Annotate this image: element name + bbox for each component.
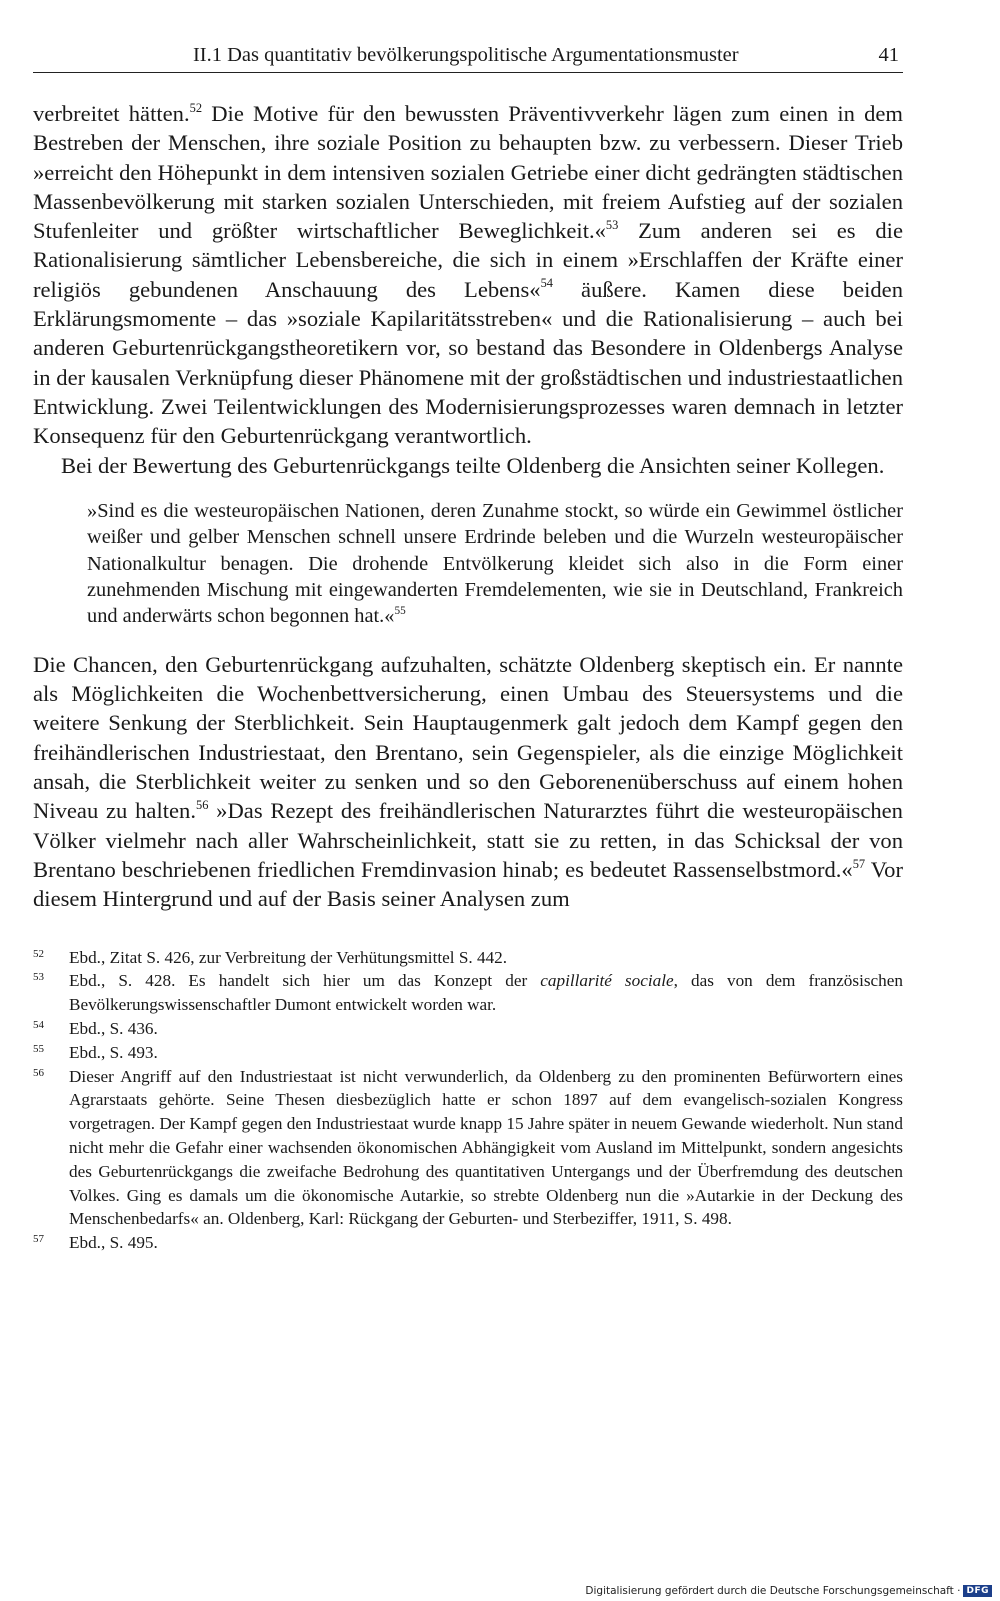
digitization-credit <box>585 1585 992 1597</box>
footnote-number: 53 <box>33 971 44 984</box>
footnotes <box>33 946 903 1255</box>
text-run: »Das Rezept des freihändlerischen Naturarztes führt die westeuropäischen Völker vielmehr nach aller Wahrscheinlichkeit, statt sie zu retten, in das Schicksal der von Brentano beschriebenen friedlichen Fremdinvasion hinab; es bedeutet Rassenselbstmord.« <box>33 798 903 882</box>
footnote-ref: 56 <box>195 798 209 813</box>
footnote-56 <box>33 1065 903 1232</box>
credit-text: Digitalisierung gefördert durch die Deutsche Forschungsgemeinschaft · <box>585 1585 961 1597</box>
footnote-52 <box>33 946 903 970</box>
footnote-text-run: Ebd., S. 428. Es handelt sich hier um das Konzept der <box>69 971 541 991</box>
footnote-italic-term: capillarité sociale <box>540 971 674 991</box>
text-run: äußere. Kamen diese beiden Erklärungsmomente – das »soziale Kapilaritätsstreben« und die Rationalisierung – auch bei anderen Geburtenrückgangstheoretikern vor, so bestand das Besondere in Oldenbergs Analyse in der kausalen Verknüpfung dieser Phänomene mit der großstädtischen und industriestaatlichen Entwicklung. Zwei Teilentwicklungen des Modernisierungsprozesses waren demnach in letzter Konsequenz für den Geburtenrückgang verantwortlich. <box>33 276 903 449</box>
quote-text: »Sind es die westeuropäischen Nationen, deren Zunahme stockt, so würde ein Gewimmel östlicher weißer und gelber Menschen schnell unsere Erdrinde beleben und die Wurzeln westeuropäischer Nationalkultur benagen. Die drohende Entvölkerung kleidet sich also in die Form einer zunehmenden Mischung mit eingewanderten Fremdelementen, wie sie in Deutschland, Frankreich und anderwärts schon begonnen hat.« <box>87 499 903 628</box>
running-head <box>33 42 903 73</box>
text-run: verbreitet hätten. <box>33 101 190 126</box>
footnote-ref: 54 <box>540 276 553 291</box>
footnote-57 <box>33 1231 903 1255</box>
paragraph-1 <box>33 99 903 451</box>
text-run: Vor diesem Hintergrund und auf der Basis seiner Analysen zum <box>33 856 904 912</box>
paragraph-2: Bei der Bewertung des Geburtenrückgangs teilte Oldenberg die Ansichten seiner Kollegen. <box>61 452 885 478</box>
footnote-ref: 55 <box>394 605 406 618</box>
footnote-ref: 53 <box>605 217 619 232</box>
footnote-text: Ebd., S. 493. <box>69 1042 158 1062</box>
footnote-text <box>69 969 903 1017</box>
text-run: Die Chancen, den Geburtenrückgang aufzuhalten, schätzte Oldenberg skeptisch ein. Er nannte als Möglichkeiten die Wochenbettversicherung, einen Umbau des Steuersystems und die weitere Senkung der Sterblichkeit. Sein Hauptaugenmerk galt jedoch dem Kampf gegen den freihändlerischen Industriestaat, den Brentano, sein Gegenspieler, als die einzige Möglichkeit ansah, die Sterblichkeit weiter zu senken und so den Geborenenüberschuss auf einem hohen Niveau zu halten. <box>33 651 903 824</box>
footnote-number: 57 <box>33 1233 44 1246</box>
paragraph-3 <box>33 650 903 914</box>
running-head-title: II.1 Das quantitativ bevölkerungspolitische Argumentationsmuster <box>192 44 739 66</box>
block-quote <box>87 498 903 630</box>
footnote-text: Dieser Angriff auf den Industriestaat ist nicht verwunderlich, da Oldenberg zu den prominenten Befürwortern eines Agrarstaats gehörte. Seine Thesen diesbezüglich hatte er schon 1897 auf dem evangelisch-sozialen Kongress vorgetragen. Der Kampf gegen den Industriestaat wurde knapp 15 Jahre später in neuem Gewande wiederholt. Nun stand nicht mehr die Gefahr einer wachsenden ökonomischen Abhängigkeit vom Ausland im Mittelpunkt, sondern angesichts des Geburtenrückgangs die zweifache Bedrohung des quantitativen Untergangs und der Überfremdung des deutschen Volkes. Ging es damals um die ökonomische Autarkie, so strebte Oldenberg nun die »Autarkie in der Deckung des Menschenbedarfs« an. Oldenberg, Karl: Rückgang der Geburten- und Sterbeziffer, 1911, S. 498. <box>69 1066 903 1229</box>
dfg-logo-icon: DFG <box>963 1585 992 1597</box>
footnote-ref: 52 <box>189 100 203 115</box>
footnote-text: Ebd., Zitat S. 426, zur Verbreitung der Verhütungsmittel S. 442. <box>69 947 508 967</box>
page-number: 41 <box>878 44 899 66</box>
book-page <box>33 42 903 1255</box>
footnote-54 <box>33 1017 903 1041</box>
footnote-text-run: , das von dem französischen Bevölkerungswissenschaftler Dumont entwickelt worden war. <box>69 971 903 1015</box>
footnote-text: Ebd., S. 495. <box>69 1233 158 1253</box>
footnote-number: 52 <box>33 947 44 960</box>
footnote-text: Ebd., S. 436. <box>69 1018 158 1038</box>
footnote-number: 54 <box>33 1018 44 1031</box>
footnote-number: 55 <box>33 1042 44 1055</box>
footnote-ref: 57 <box>852 856 866 871</box>
text-run: Zum anderen sei es die Rationalisierung sämtlicher Lebensbereiche, die sich in einem »Erschlaffen der Kräfte einer religiös gebundenen Anschauung des Lebens« <box>33 218 903 302</box>
footnote-55 <box>33 1041 903 1065</box>
footnote-53 <box>33 969 903 1017</box>
text-run: Die Motive für den bewussten Präventivverkehr lägen zum einen in dem Bestreben der Menschen, ihre soziale Position zu behaupten bzw. zu verbessern. Dieser Trieb »erreicht den Höhepunkt in dem intensiven sozialen Getriebe einer dicht gedrängten städtischen Massenbevölkerung mit starken sozialen Unterschieden, mit freiem Aufstieg auf der sozialen Stufenleiter und größter wirtschaftlicher Beweglichkeit.« <box>33 101 903 244</box>
main-text <box>33 99 903 914</box>
footnote-number: 56 <box>33 1066 44 1079</box>
